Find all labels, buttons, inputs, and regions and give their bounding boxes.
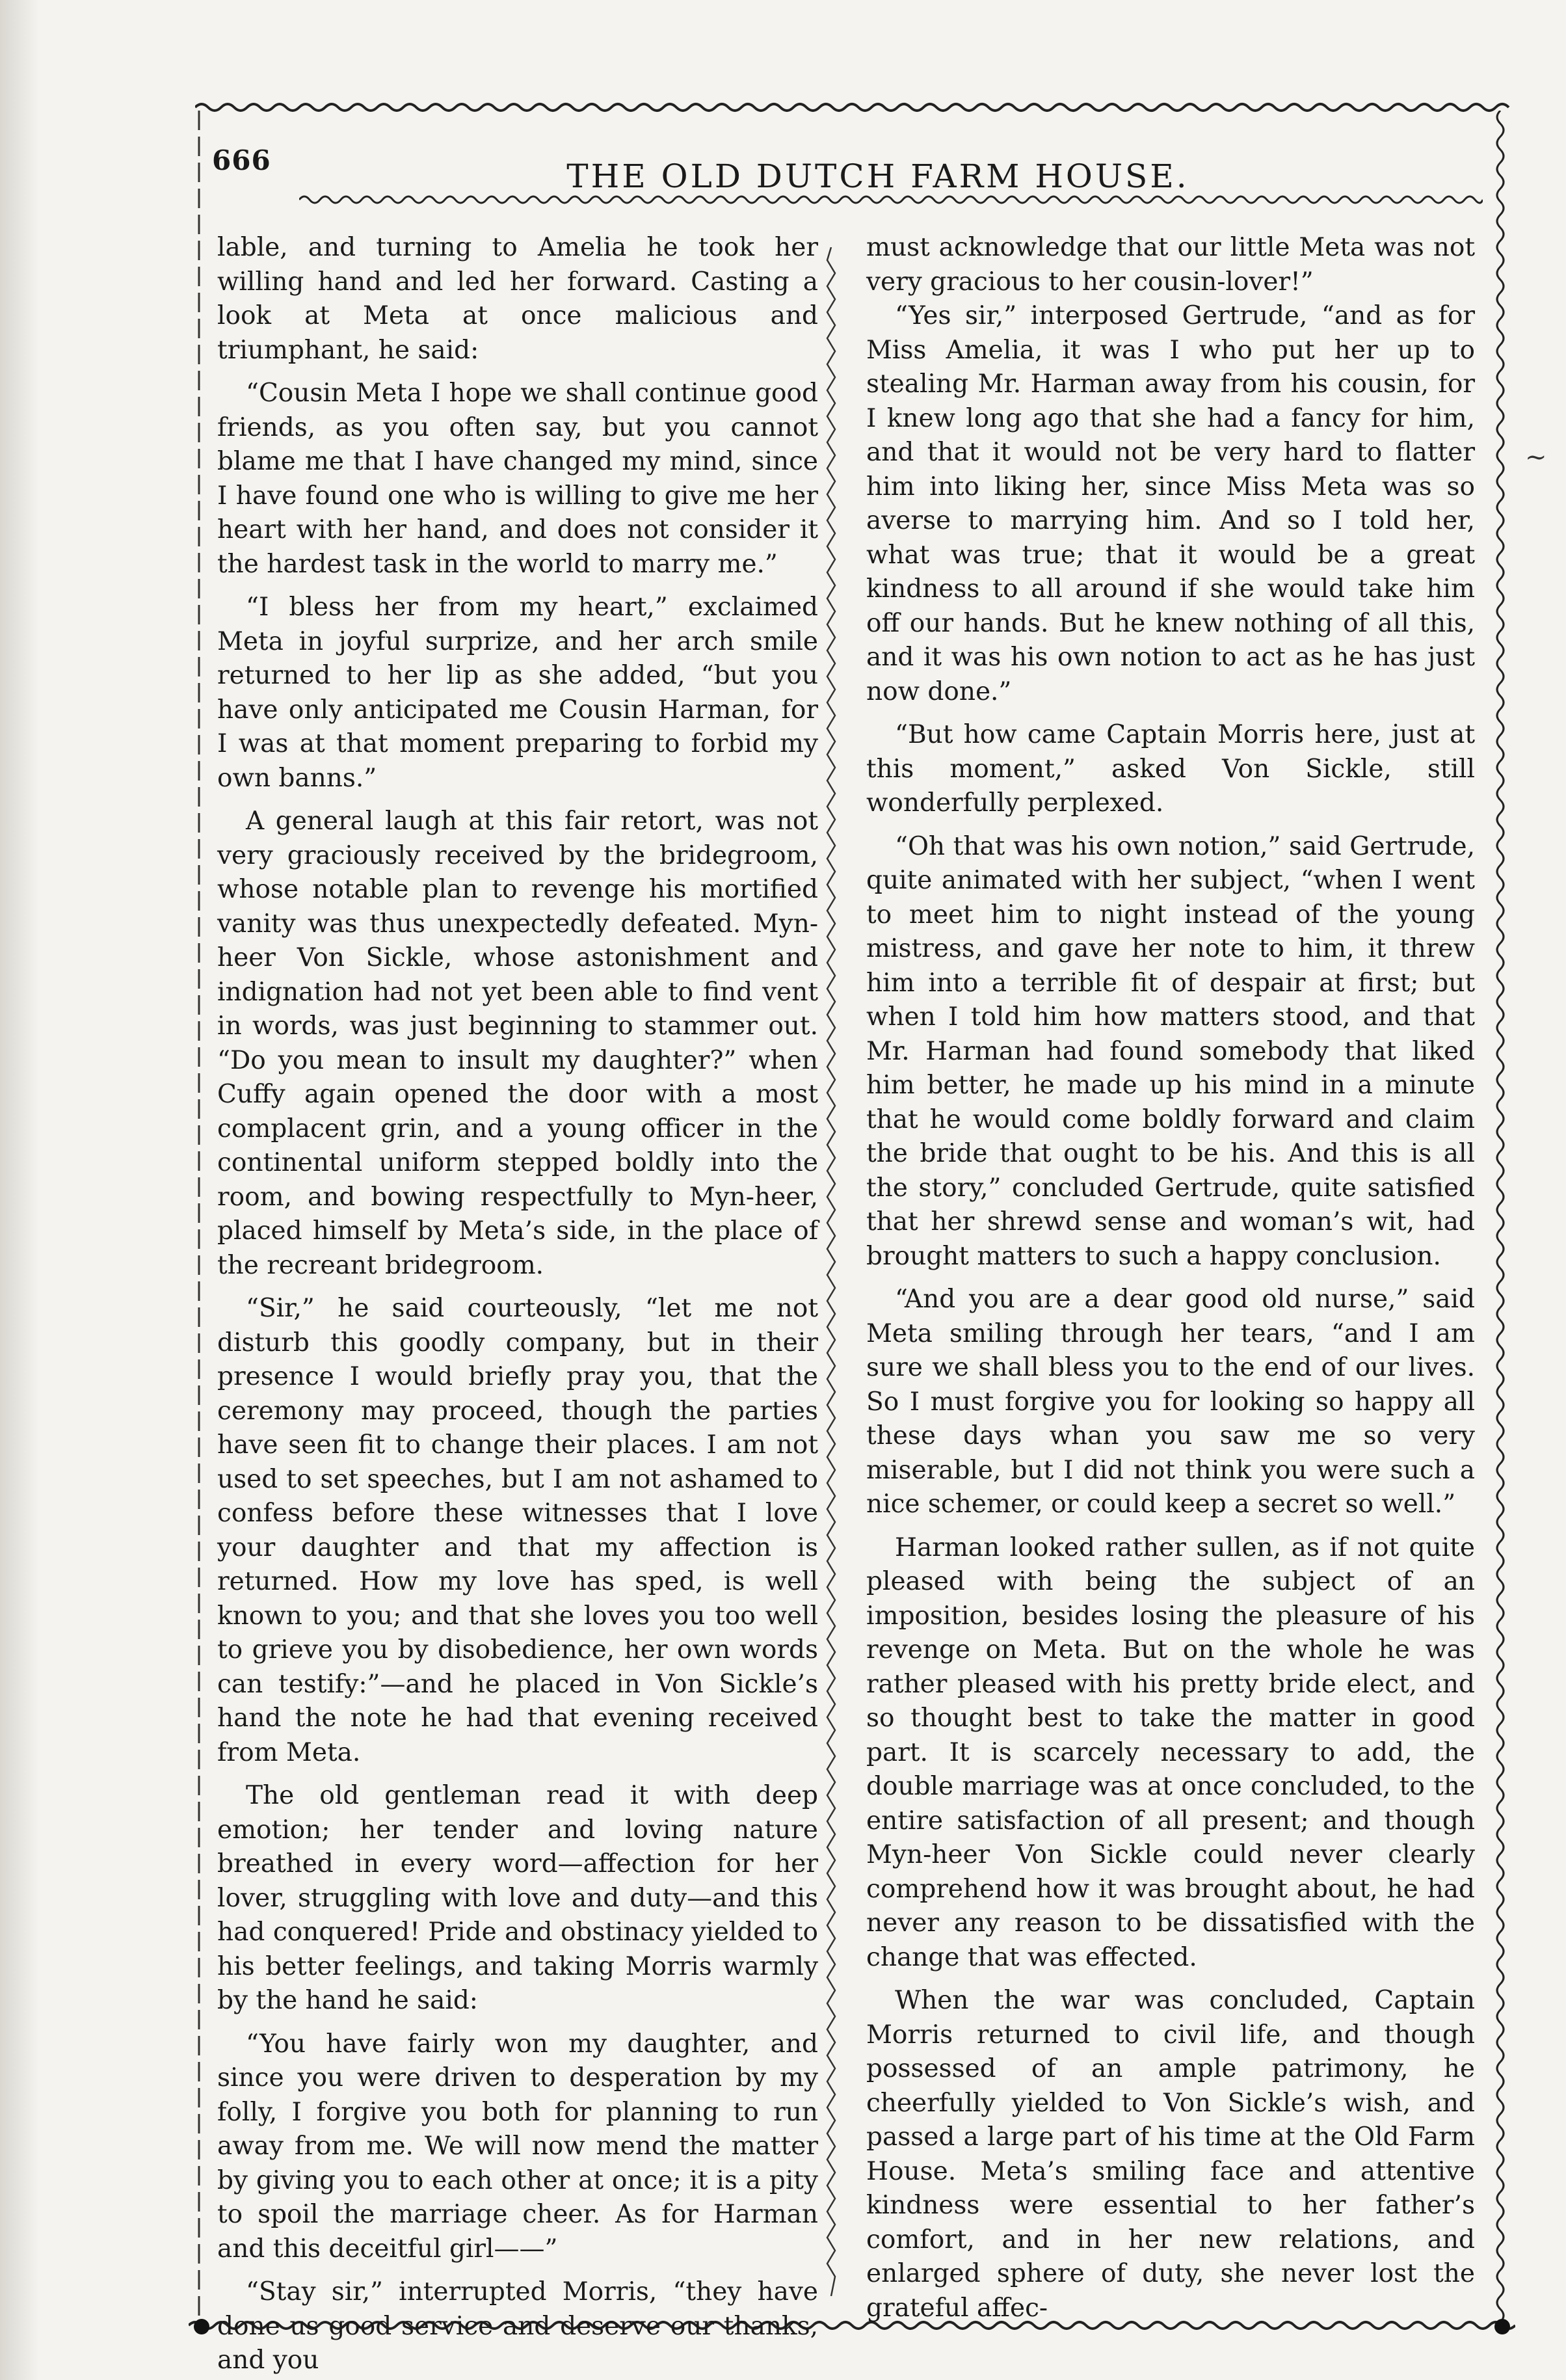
- paragraph: “I bless her from my heart,” exclaimed Meta in joyful surprize, and her arch smile returned to her lip as she added, “but you have only anticipated me Cousin Harman, for I was at that moment preparing to forbid my own banns.”: [217, 593, 818, 793]
- paragraph: “And you are a dear good old nurse,” said Meta smiling through her tears, “and I am sure we shall bless you to the end of our lives. So I must forgive you for looking so happy all these days whan you saw me so very miserable, but I did not think you were such a nice schemer, or could keep a secret so well.”: [866, 1285, 1475, 1519]
- right-column: [866, 231, 1475, 2325]
- paragraph: “You have fairly won my daughter, and since you were driven to desperation by my folly, I forgive you both for planning to run away from me. We will now mend the matter by giving you to each other at once; it is a pity to spoil the marriage cheer. As for Harman and this deceitful girl——”: [217, 2029, 818, 2264]
- page-number: 666: [212, 144, 271, 176]
- margin-mark: ~: [1525, 442, 1547, 472]
- paragraph: A general laugh at this fair retort, was not very graciously received by the bridegroom, whose notable plan to revenge his mortified vanity was thus unexpectedly defeated. Myn-heer Von Sickle, whose astonishment and indignation had not yet been able to find vent in words, was just beginning to stammer out. “Do you mean to insult my daughter?” when Cuffy again opened the door with a most complacent grin, and a young officer in the continental uniform stepped boldly into the room, and bowing respectfully to Myn-heer, placed himself by Meta’s side, in the place of the recreant bridegroom.: [217, 807, 818, 1280]
- top-border-ornament: [195, 98, 1515, 117]
- paragraph: “Oh that was his own notion,” said Gertrude, quite animated with her subject, “when I went to meet him to night instead of the young mistress, and gave her note to him, it threw him into a terrible fit of despair at first; but when I told him how matters stood, and that Mr. Harman had found somebody that liked him better, he made up his mind in a minute that he would come boldly forward and claim the bride that ought to be his. And this is all the story,” concluded Gertrude, quite satisfied that her shrewd sense and woman’s wit, had brought matters to such a happy conclusion.: [866, 831, 1475, 1271]
- left-border-ornament: [192, 111, 206, 2322]
- paragraph: The old gentleman read it with deep emotion; her tender and loving nature breathed in every word—affection for her lover, struggling with love and duty—and this had conquered! Pride and obstinacy yielded to his better feelings, and taking Morris warmly by the hand he said:: [217, 1781, 818, 2015]
- left-column: [217, 231, 818, 2378]
- header-wavy-rule: [299, 190, 1483, 209]
- paragraph: “Cousin Meta I hope we shall continue good friends, as you often say, but you cannot blame me that I have changed my mind, since I have found one who is willing to give me her heart with her hand, and does not consider it the hardest task in the world to marry me.”: [217, 379, 818, 579]
- fleuron-corner-icon: [194, 2319, 209, 2334]
- paragraph: “Sir,” he said courteously, “let me not disturb this goodly company, but in their presence I would briefly pray you, that the ceremony may proceed, though the parties have seen fit to change their places. I am not used to set speeches, but I am not ashamed to confess before these witnesses that I love your daughter and that my affection is returned. How my love has sped, is well known to you; and that she loves you too well to grieve you by disobedience, her own words can testify:”—and he placed in Von Sickle’s hand the note he had that evening received from Meta.: [217, 1294, 818, 1767]
- column-divider: [825, 247, 838, 2296]
- running-head: THE OLD DUTCH FARM HOUSE.: [566, 157, 1189, 195]
- paragraph: Harman looked rather sullen, as if not quite pleased with being the subject of an imposition, besides losing the pleasure of his revenge on Meta. But on the whole he was rather pleased with his pretty bride elect, and so thought best to take the matter in good part. It is scarcely necessary to add, the double marriage was at once concluded, to the entire satisfaction of all present; and though Myn-heer Von Sickle could never clearly comprehend how it was brought about, he had never any reason to be dissatisfied with the change that was effected.: [866, 1532, 1475, 1972]
- paragraph: lable, and turning to Amelia he took her willing hand and led her forward. Casting a look at Meta at once malicious and triumphant, he said:: [217, 233, 818, 365]
- right-border-ornament: [1491, 111, 1510, 2322]
- paragraph: must acknowledge that our little Meta was not very gracious to her cousin-lover!”: [866, 233, 1475, 297]
- paragraph: “Stay sir,” interrupted Morris, “they have done us good service and deserve our thanks, and you: [217, 2277, 818, 2375]
- paragraph: “Yes sir,” interposed Gertrude, “and as for Miss Amelia, it was I who put her up to stealing Mr. Harman away from his cousin, for I knew long ago that she had a fancy for him, and that it would not be very hard to flatter him into liking her, since Miss Meta was so averse to marrying him. And so I told her, what was true; that it would be a great kindness to all around if she would take him off our hands. But he knew nothing of all this, and it was his own notion to act as he has just now done.”: [866, 301, 1475, 706]
- paragraph: When the war was concluded, Captain Morris returned to civil life, and though possessed of an ample patrimony, he cheerfully yielded to Von Sickle’s wish, and passed a large part of his time at the Old Farm House. Meta’s smiling face and attentive kindness were essential to her father’s comfort, and in her new relations, and enlarged sphere of duty, she never lost the grateful affec-: [866, 1986, 1475, 2323]
- paragraph: “But how came Captain Morris here, just at this moment,” asked Von Sickle, still wonderfully perplexed.: [866, 720, 1475, 818]
- binding-shadow: [0, 0, 39, 2380]
